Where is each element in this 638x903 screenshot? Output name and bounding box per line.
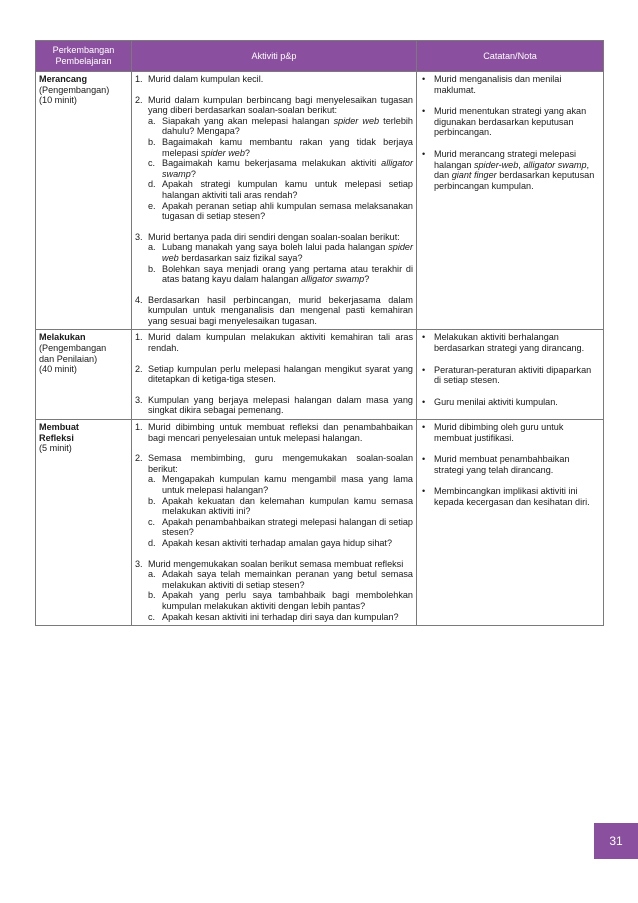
sub-letter: b. xyxy=(148,136,156,147)
note-text: Murid merancang strategi melepasi halangan spider-web, alligator swamp, dan giant finger berdasarkan keputusan perbincangan kumpulan. xyxy=(434,148,595,191)
step-text: Murid dalam kumpulan kecil. xyxy=(148,74,264,84)
stage-title: Membuat xyxy=(39,422,79,433)
bullet-icon: • xyxy=(422,454,426,465)
list-item xyxy=(135,422,413,443)
notes-cell xyxy=(417,330,604,420)
header-perkembangan xyxy=(36,41,132,72)
page-number: 31 xyxy=(594,823,638,859)
bullet-icon: • xyxy=(422,396,426,407)
sub-item xyxy=(148,496,413,517)
note-item xyxy=(420,106,600,138)
bullet-icon: • xyxy=(422,364,426,375)
activity-cell xyxy=(132,72,417,330)
sub-text: Adakah saya telah memainkan peranan yang betul semasa melakukan aktiviti di setiap stesen? xyxy=(162,569,413,590)
step-number: 3. xyxy=(135,558,143,569)
note-text: Murid menentukan strategi yang akan digunakan berdasarkan keputusan perbincangan. xyxy=(434,106,587,138)
note-text: Membincangkan implikasi aktiviti ini kepada kecergasan dan kesihatan diri. xyxy=(434,486,590,507)
sub-text: Bagaimakah kamu bekerjasama melakukan aktiviti alligator swamp? xyxy=(162,158,413,179)
sub-letter: c. xyxy=(148,611,156,622)
sub-item xyxy=(148,569,413,590)
step-number: 2. xyxy=(135,94,143,105)
sub-text: Apakah peranan setiap ahli kumpulan semasa melaksanakan tugasan di setiap stesen? xyxy=(162,200,413,222)
stage-title: Refleksi xyxy=(39,432,74,443)
notes-cell xyxy=(417,420,604,626)
note-text: Peraturan-peraturan aktiviti dipaparkan di setiap stesen. xyxy=(434,364,592,386)
step-number: 2. xyxy=(135,453,143,464)
list-item xyxy=(135,232,413,285)
step-number: 1. xyxy=(135,332,143,343)
notes-cell xyxy=(417,72,604,330)
bullet-icon: • xyxy=(422,422,426,433)
step-number: 4. xyxy=(135,294,143,305)
sub-item xyxy=(148,538,413,549)
sub-letter: a. xyxy=(148,115,156,126)
note-item xyxy=(420,149,600,191)
sub-item xyxy=(148,517,413,538)
sub-letter: d. xyxy=(148,537,156,548)
sub-text: Bagaimakah kamu membantu rakan yang tidak berjaya melepasi spider web? xyxy=(162,136,413,158)
list-item xyxy=(135,295,413,327)
sub-item xyxy=(148,116,413,137)
header-catatan: Catatan/Nota xyxy=(417,41,604,72)
sub-item xyxy=(148,137,413,158)
sub-item xyxy=(148,179,413,200)
sub-letter: c. xyxy=(148,516,156,527)
step-number: 2. xyxy=(135,363,143,374)
sub-text: Apakah kekuatan dan kelemahan kumpulan kamu semasa melakukan aktiviti ini? xyxy=(162,495,413,517)
step-text: Semasa membimbing, guru mengemukakan soalan-soalan berikut: xyxy=(148,453,413,474)
sub-text: Apakah penambahbaikan strategi melepasi halangan di setiap stesen? xyxy=(162,516,413,538)
sub-text: Apakah kesan aktiviti terhadap amalan gaya hidup sihat? xyxy=(162,537,393,548)
note-text: Melakukan aktiviti berhalangan berdasarkan strategi yang dirancang. xyxy=(434,332,585,354)
stage-line: (Pengembangan) xyxy=(39,84,110,95)
lesson-plan-table xyxy=(35,40,604,626)
step-number: 3. xyxy=(135,231,143,242)
list-item xyxy=(135,95,413,222)
sub-text: Bolehkan saya menjadi orang yang pertama atau terakhir di atas batang kayu dalam halangan alligator swamp? xyxy=(162,263,413,285)
table-row xyxy=(36,330,604,420)
header-aktiviti: Aktiviti p&p xyxy=(132,41,417,72)
sub-text: Mengapakah kumpulan kamu mengambil masa yang lama untuk melepasi halangan? xyxy=(162,474,413,495)
step-text: Murid dibimbing untuk membuat refleksi dan penambahbaikan bagi mencari penyelesaian untuk melepasi halangan. xyxy=(148,422,413,443)
sub-item xyxy=(148,158,413,179)
sub-item xyxy=(148,590,413,611)
sub-item xyxy=(148,474,413,495)
list-item xyxy=(135,395,413,416)
sub-letter: a. xyxy=(148,474,156,485)
stage-line: dan Penilaian) xyxy=(39,353,98,364)
sub-text: Apakah strategi kumpulan kamu untuk melepasi setiap halangan aktiviti tali aras rendah? xyxy=(162,179,413,200)
bullet-icon: • xyxy=(422,148,426,159)
sub-text: Apakah yang perlu saya tambahbaik bagi membolehkan kumpulan melakukan aktiviti dengan lebih pantas? xyxy=(162,590,413,611)
note-text: Murid membuat penambahbaikan strategi yang telah dirancang. xyxy=(434,454,570,475)
stage-line: (40 minit) xyxy=(39,364,77,375)
note-text: Murid menganalisis dan menilai maklumat. xyxy=(434,74,562,95)
activity-cell xyxy=(132,330,417,420)
list-item xyxy=(135,74,413,85)
stage-cell xyxy=(36,72,132,330)
bullet-icon: • xyxy=(422,332,426,343)
stage-cell xyxy=(36,420,132,626)
sub-item xyxy=(148,264,413,285)
note-text: Murid dibimbing oleh guru untuk membuat justifikasi. xyxy=(434,422,564,443)
table-header-row xyxy=(36,41,604,72)
stage-line: (Pengembangan xyxy=(39,343,107,354)
step-text: Kumpulan yang berjaya melepasi halangan dalam masa yang singkat dikira sebagai pemenang. xyxy=(148,394,413,416)
sub-item xyxy=(148,612,413,623)
note-item xyxy=(420,365,600,386)
sub-letter: b. xyxy=(148,590,156,601)
step-number: 3. xyxy=(135,394,143,405)
bullet-icon: • xyxy=(422,74,426,84)
sub-letter: b. xyxy=(148,495,156,506)
step-number: 1. xyxy=(135,74,143,84)
list-item xyxy=(135,332,413,353)
stage-line: (5 minit) xyxy=(39,443,72,454)
list-item xyxy=(135,559,413,623)
step-text: Murid dalam kumpulan melakukan aktiviti kemahiran tali aras rendah. xyxy=(148,332,413,354)
bullet-icon: • xyxy=(422,486,426,497)
step-text: Murid dalam kumpulan berbincang bagi menyelesaikan tugasan yang diberi berdasarkan soalan-soalan berikut: xyxy=(148,94,413,116)
note-item xyxy=(420,422,600,443)
step-number: 1. xyxy=(135,422,143,433)
sub-item xyxy=(148,201,413,222)
stage-line: (10 minit) xyxy=(39,95,77,106)
sub-text: Apakah kesan aktiviti ini terhadap diri saya dan kumpulan? xyxy=(162,611,399,622)
sub-letter: a. xyxy=(148,242,156,253)
sub-text: Lubang manakah yang saya boleh lalui pada halangan spider web berdasarkan saiz fizikal saya? xyxy=(162,242,413,263)
list-item xyxy=(135,453,413,548)
stage-title: Merancang xyxy=(39,74,88,84)
step-text: Murid bertanya pada diri sendiri dengan soalan-soalan berikut: xyxy=(148,231,400,242)
table-row xyxy=(36,72,604,330)
list-item xyxy=(135,364,413,385)
sub-letter: c. xyxy=(148,158,156,169)
note-item xyxy=(420,332,600,353)
note-item xyxy=(420,397,600,408)
sub-item xyxy=(148,242,413,263)
header-line: Perkembangan xyxy=(52,45,115,56)
stage-title: Melakukan xyxy=(39,332,86,343)
header-line: Pembelajaran xyxy=(55,56,112,66)
sub-letter: e. xyxy=(148,200,156,211)
step-text: Murid mengemukakan soalan berikut semasa membuat refleksi xyxy=(148,558,404,569)
note-item xyxy=(420,486,600,507)
bullet-icon: • xyxy=(422,106,426,117)
activity-cell xyxy=(132,420,417,626)
step-text: Berdasarkan hasil perbincangan, murid bekerjasama dalam kumpulan untuk menganalisis dan mengenal pasti kemahiran yang sesuai bagi menyelesaikan tugasan. xyxy=(148,294,413,326)
sub-text: Siapakah yang akan melepasi halangan spider web terlebih dahulu? Mengapa? xyxy=(162,115,413,137)
note-text: Guru menilai aktiviti kumpulan. xyxy=(434,396,558,407)
note-item xyxy=(420,454,600,475)
sub-letter: d. xyxy=(148,179,156,190)
sub-letter: b. xyxy=(148,263,156,274)
sub-letter: a. xyxy=(148,569,156,580)
stage-cell xyxy=(36,330,132,420)
table-row xyxy=(36,420,604,626)
step-text: Setiap kumpulan perlu melepasi halangan mengikut syarat yang ditetapkan di ketiga-tiga stesen. xyxy=(148,363,413,385)
note-item xyxy=(420,74,600,95)
